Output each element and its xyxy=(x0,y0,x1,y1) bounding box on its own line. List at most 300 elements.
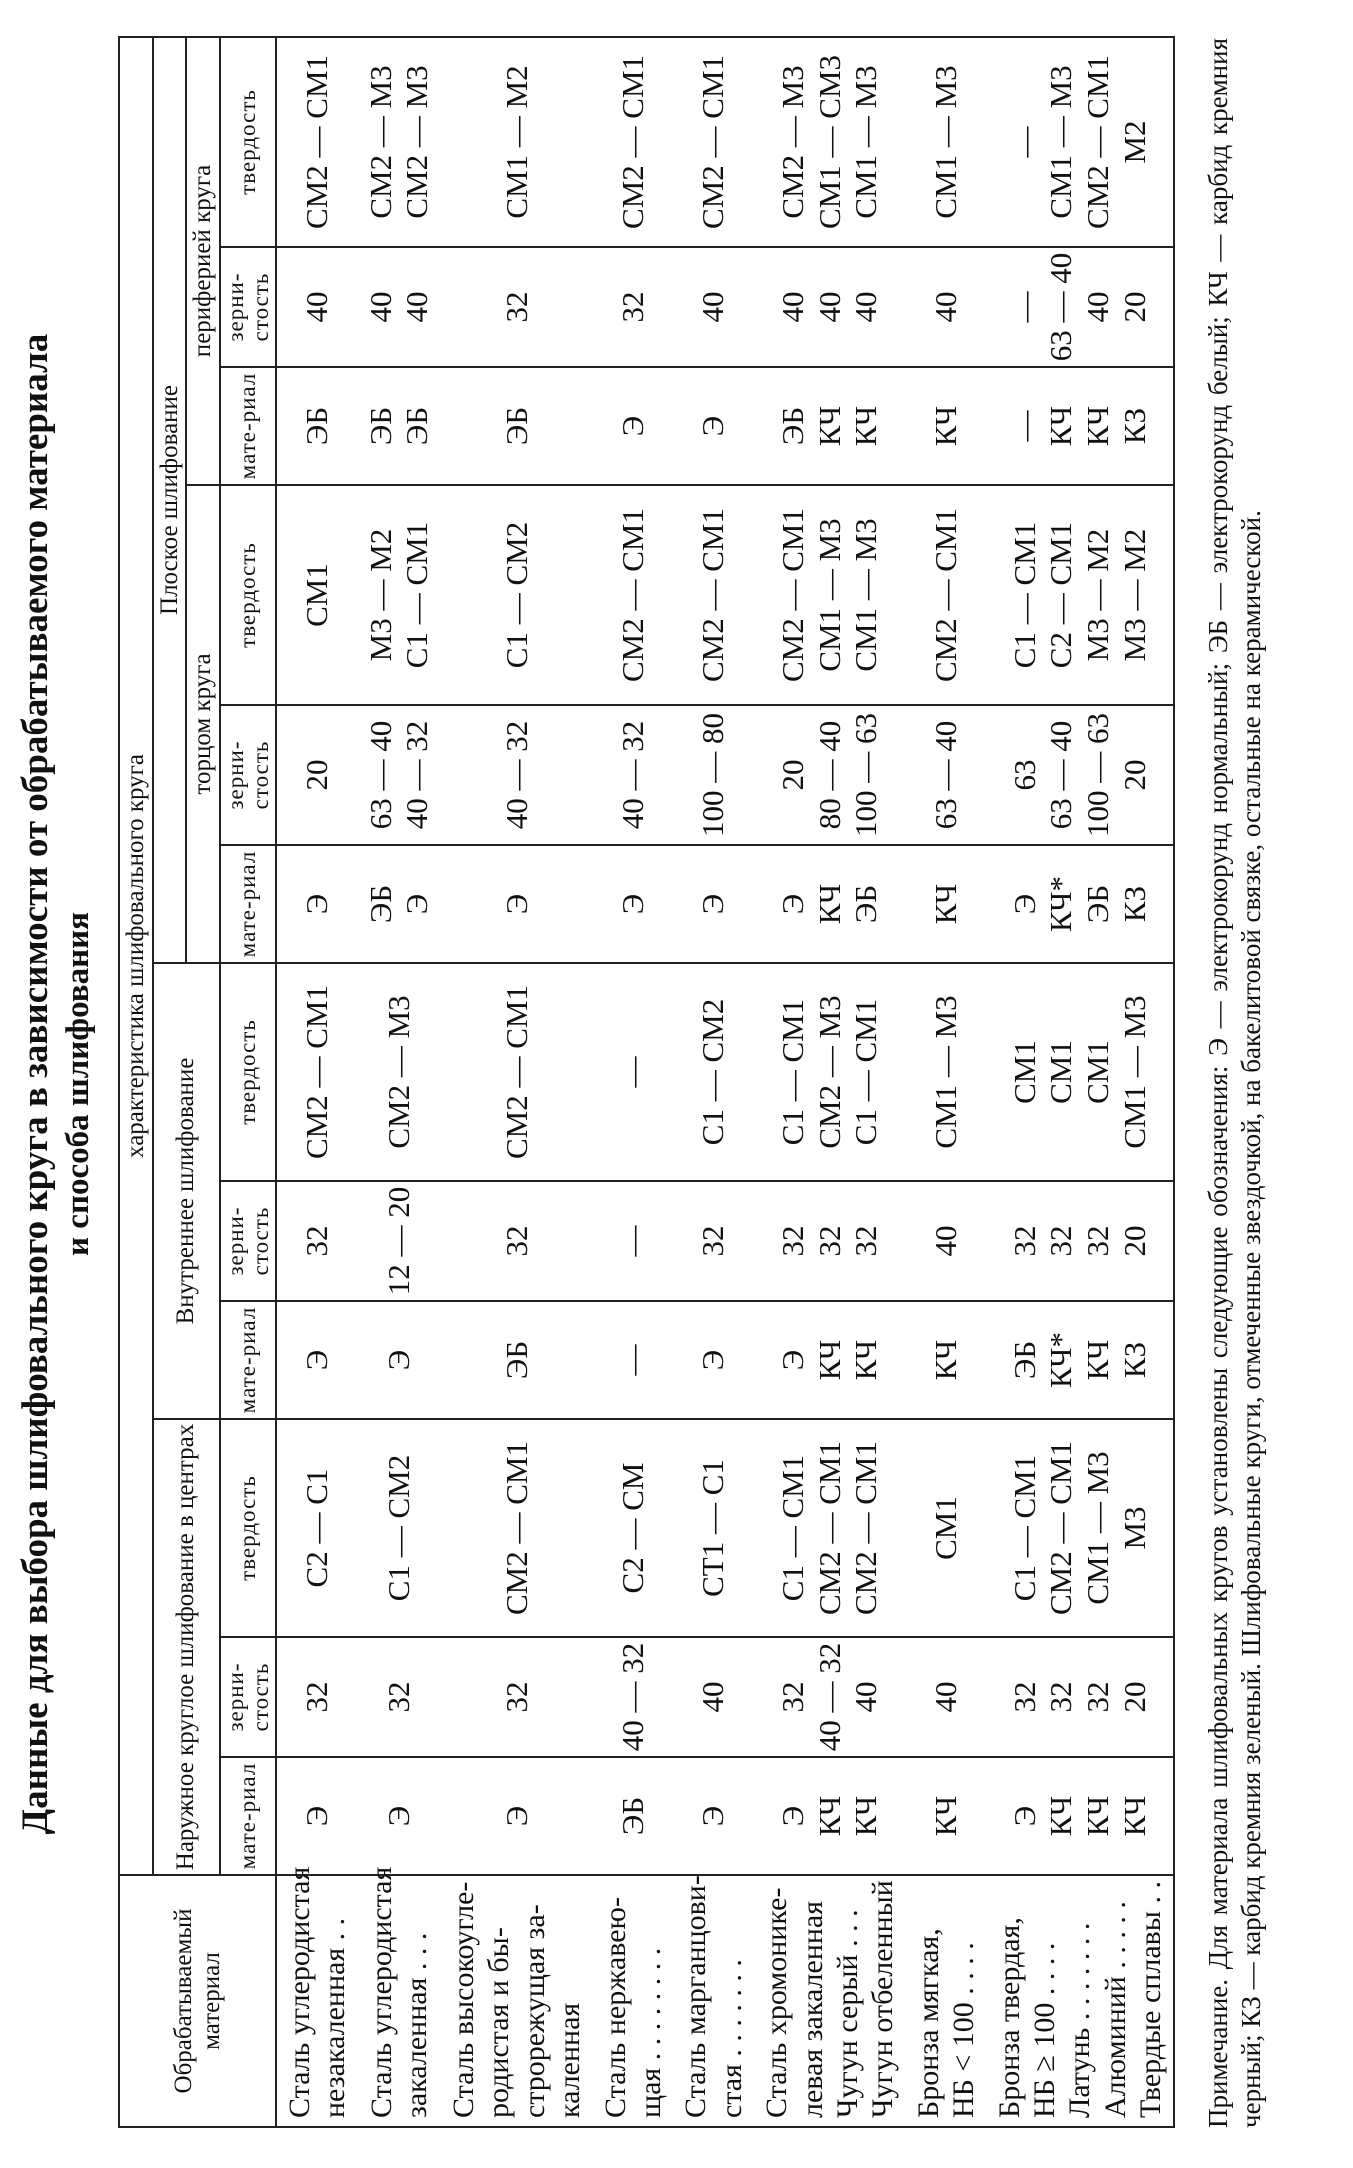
material-name-line: Сталь марганцови- xyxy=(679,1875,713,2118)
face-material-cell xyxy=(906,845,987,963)
cell-value: 40 xyxy=(927,1681,963,1713)
periphery-grit-cell xyxy=(987,247,1175,367)
cell-value: М3 — М2 xyxy=(1079,528,1115,662)
cell-value: КЧ xyxy=(1079,405,1115,447)
cell-value: Э xyxy=(1006,1805,1042,1827)
internal-material-cell xyxy=(987,1301,1175,1419)
external-material-cell xyxy=(987,1757,1175,1875)
cell-value: Э xyxy=(775,893,811,915)
external-hardness-cell xyxy=(276,1419,358,1637)
cell-value: — xyxy=(1006,410,1042,442)
cell-value: ЭБ xyxy=(1079,884,1115,924)
cell-value: 63 xyxy=(1006,759,1042,791)
cell-value: СМ2 — М3 xyxy=(399,65,435,219)
cell-value: КЧ xyxy=(927,883,963,925)
cell-value: КЧ xyxy=(927,405,963,447)
material-name-line: Латунь . . . . . . . xyxy=(1063,1922,1097,2118)
periphery-material-cell xyxy=(673,367,754,485)
table-row xyxy=(276,37,358,2127)
cell-value: 63 — 40 xyxy=(1043,720,1079,830)
cell-value: 63 — 40 xyxy=(1043,252,1079,362)
internal-hardness-cell xyxy=(754,963,906,1181)
external-hardness-cell xyxy=(906,1419,987,1637)
external-grit-cell xyxy=(593,1637,674,1757)
face-grit-cell xyxy=(987,705,1175,845)
cell-value: Э xyxy=(1006,893,1042,915)
face-material-cell xyxy=(593,845,674,963)
material-name-line: Чугун серый . . . xyxy=(830,1909,864,2118)
face-hardness-cell xyxy=(441,485,593,705)
cell-value: 32 xyxy=(1043,1225,1079,1257)
header-characteristic: характеристика шлифовального круга xyxy=(119,37,153,1875)
periphery-hardness-cell xyxy=(906,37,987,247)
periphery-grit-cell xyxy=(673,247,754,367)
subheader-material: мате-риал xyxy=(220,367,277,485)
subheader-material: мате-риал xyxy=(220,1301,277,1419)
face-hardness-cell xyxy=(593,485,674,705)
cell-value: — xyxy=(614,1056,650,1088)
cell-value: — xyxy=(1006,291,1042,323)
cell-value: СМ1 xyxy=(1006,1040,1042,1104)
cell-value: 40 xyxy=(695,1681,731,1713)
cell-value: 40 xyxy=(299,291,335,323)
face-grit-cell xyxy=(906,705,987,845)
cell-value: 32 xyxy=(381,1681,417,1713)
table-row xyxy=(358,37,441,2127)
material-name-line: Алюминий . . . . . xyxy=(1098,1901,1132,2118)
cell-value: 40 xyxy=(927,291,963,323)
material-name-line: Бронза мягкая, xyxy=(911,1928,945,2118)
internal-hardness-cell xyxy=(906,963,987,1181)
table-row xyxy=(754,37,906,2127)
cell-value: Э xyxy=(775,1805,811,1827)
internal-grit-cell xyxy=(358,1181,441,1301)
cell-value: КЧ xyxy=(811,1795,847,1837)
internal-material-cell xyxy=(358,1301,441,1419)
cell-value: ЭБ xyxy=(299,406,335,446)
cell-value: С1 — СМ2 xyxy=(498,521,534,669)
cell-value: С2 — СМ1 xyxy=(1043,521,1079,669)
material-name-line: Сталь углеродистая xyxy=(365,1866,399,2118)
material-name-line: закаленная . . . xyxy=(400,1932,434,2118)
cell-value: СМ2 — СМ1 xyxy=(848,1441,884,1615)
subheader-material: мате-риал xyxy=(220,1757,277,1875)
cell-value: М3 — М2 xyxy=(362,528,398,662)
cell-value: СТ1 — С1 xyxy=(695,1459,731,1597)
cell-value: С1 — СМ1 xyxy=(775,1454,811,1602)
material-name-line: незакаленная . . xyxy=(318,1917,352,2118)
internal-hardness-cell xyxy=(441,963,593,1181)
periphery-hardness-cell xyxy=(276,37,358,247)
header-external-grinding: Наружное круглое шлифование в центрах xyxy=(153,1419,220,1875)
cell-value: СМ1 — М3 xyxy=(1079,1451,1115,1605)
cell-value: Э xyxy=(695,893,731,915)
cell-value: СМ2 — СМ1 xyxy=(695,508,731,682)
external-hardness-cell xyxy=(593,1419,674,1637)
subheader-material: мате-риал xyxy=(220,845,277,963)
cell-value: Э xyxy=(299,1349,335,1371)
cell-value: Э xyxy=(381,1349,417,1371)
cell-value: КЧ xyxy=(1043,1795,1079,1837)
material-name-line: Сталь нержавею- xyxy=(598,1897,632,2118)
cell-value: КЧ xyxy=(927,1339,963,1381)
face-material-cell xyxy=(441,845,593,963)
table-title: Данные для выбора шлифовального круга в зависимости от обрабатываемого материала xyxy=(15,333,56,1835)
cell-value: КЧ* xyxy=(1043,1332,1079,1388)
subheader-grit: зерни-стость xyxy=(220,1637,277,1757)
external-grit-cell xyxy=(754,1637,906,1757)
periphery-material-cell xyxy=(441,367,593,485)
face-hardness-cell xyxy=(906,485,987,705)
external-grit-cell xyxy=(358,1637,441,1757)
cell-value: КЧ xyxy=(848,405,884,447)
cell-value: М3 — М2 xyxy=(1116,528,1152,662)
external-hardness-cell xyxy=(987,1419,1175,1637)
periphery-grit-cell xyxy=(358,247,441,367)
cell-value: КЧ xyxy=(1116,1795,1152,1837)
cell-value: КЧ xyxy=(811,1339,847,1381)
material-name xyxy=(754,1875,906,2127)
periphery-grit-cell xyxy=(441,247,593,367)
cell-value: КЧ* xyxy=(1043,876,1079,932)
periphery-material-cell xyxy=(358,367,441,485)
cell-value: СМ2 — СМ1 xyxy=(775,508,811,682)
internal-material-cell xyxy=(276,1301,358,1419)
cell-value: 40 xyxy=(1079,291,1115,323)
internal-grit-cell xyxy=(441,1181,593,1301)
cell-value: СМ1 xyxy=(1079,1040,1115,1104)
internal-grit-cell xyxy=(987,1181,1175,1301)
periphery-hardness-cell xyxy=(987,37,1175,247)
internal-grit-cell xyxy=(593,1181,674,1301)
cell-value: КЧ xyxy=(848,1339,884,1381)
cell-value: КЗ xyxy=(1116,407,1152,445)
grinding-wheel-table xyxy=(118,36,1175,2128)
cell-value: Э xyxy=(498,1805,534,1827)
cell-value: 20 xyxy=(1116,1681,1152,1713)
external-hardness-cell xyxy=(673,1419,754,1637)
cell-value: СМ1 xyxy=(1043,1040,1079,1104)
cell-value: СМ2 — СМ1 xyxy=(614,508,650,682)
periphery-hardness-cell xyxy=(441,37,593,247)
external-grit-cell xyxy=(987,1637,1175,1757)
cell-value: 100 — 80 xyxy=(695,713,731,837)
cell-value: С1 — СМ1 xyxy=(399,521,435,669)
cell-value: 32 xyxy=(695,1225,731,1257)
periphery-grit-cell xyxy=(906,247,987,367)
material-name xyxy=(593,1875,674,2127)
cell-value: С1 — СМ1 xyxy=(848,998,884,1146)
material-name xyxy=(673,1875,754,2127)
cell-value: КЧ xyxy=(848,1795,884,1837)
external-hardness-cell xyxy=(754,1419,906,1637)
cell-value: 40 xyxy=(811,291,847,323)
cell-value: Э xyxy=(695,415,731,437)
cell-value: СМ2 — СМ1 xyxy=(299,985,335,1159)
cell-value: СМ1 — М3 xyxy=(848,65,884,219)
face-hardness-cell xyxy=(987,485,1175,705)
cell-value: 40 — 32 xyxy=(498,720,534,830)
material-name-line: НБ < 100 . . . . xyxy=(947,1942,981,2118)
cell-value: 40 — 32 xyxy=(614,1642,650,1752)
material-name xyxy=(906,1875,987,2127)
face-hardness-cell xyxy=(673,485,754,705)
material-name-line: стая . . . . . . . xyxy=(714,1959,748,2118)
material-name-line: Сталь хромонике- xyxy=(760,1887,794,2118)
face-material-cell xyxy=(673,845,754,963)
external-grit-cell xyxy=(276,1637,358,1757)
face-hardness-cell xyxy=(754,485,906,705)
internal-hardness-cell xyxy=(987,963,1175,1181)
table-row xyxy=(906,37,987,2127)
periphery-material-cell xyxy=(276,367,358,485)
cell-value: С2 — СМ xyxy=(614,1462,650,1594)
material-name xyxy=(441,1875,593,2127)
cell-value: 32 xyxy=(775,1681,811,1713)
cell-value: С1 — СМ2 xyxy=(381,1454,417,1602)
cell-value: С1 — СМ1 xyxy=(1006,521,1042,669)
external-material-cell xyxy=(906,1757,987,1875)
footnote: Примечание. Для материала шлифовальных кругов установлены следующие обозначения: Э — электрокорунд нормальный; ЭБ — электрокорунд белый; КЧ — карбид кремния черный; КЗ — карбид кремния зеленый. Шлифовальные круги, отмеченные звездочкой, на бакелитовой связке, остальные на керамической. xyxy=(1203,38,1266,2128)
material-name-line: НБ ≥ 100 . . . . xyxy=(1027,1942,1061,2118)
internal-material-cell xyxy=(754,1301,906,1419)
cell-value: КЧ xyxy=(1079,1339,1115,1381)
external-grit-cell xyxy=(673,1637,754,1757)
cell-value: СМ1 xyxy=(299,563,335,627)
cell-value: СМ2 — М3 xyxy=(811,995,847,1149)
cell-value: М2 xyxy=(1116,120,1152,164)
cell-value: СМ2 — СМ1 xyxy=(1079,54,1115,229)
table-row xyxy=(593,37,674,2127)
subheader-hardness: твердость xyxy=(220,963,277,1181)
cell-value: С1 — СМ1 xyxy=(775,998,811,1146)
cell-value: 40 — 32 xyxy=(614,720,650,830)
periphery-grit-cell xyxy=(276,247,358,367)
material-name-line: Твердые сплавы . . xyxy=(1134,1881,1168,2118)
cell-value: Э xyxy=(614,893,650,915)
cell-value: 20 xyxy=(1116,759,1152,791)
material-name-line: каленная xyxy=(553,2002,587,2118)
cell-value: 40 xyxy=(848,1681,884,1713)
external-material-cell xyxy=(276,1757,358,1875)
face-grit-cell xyxy=(593,705,674,845)
cell-value: 63 — 40 xyxy=(362,720,398,830)
cell-value: 32 xyxy=(299,1225,335,1257)
cell-value: С2 — С1 xyxy=(299,1468,335,1588)
cell-value: Э xyxy=(299,893,335,915)
header-surface-grinding: Плоское шлифование xyxy=(153,37,187,963)
cell-value: СМ1 — М3 xyxy=(811,518,847,672)
cell-value: 40 xyxy=(927,1225,963,1257)
cell-value: ЭБ xyxy=(498,1340,534,1380)
header-face-of-wheel: торцом круга xyxy=(186,485,220,963)
cell-value: ЭБ xyxy=(1006,1340,1042,1380)
cell-value: 40 xyxy=(362,291,398,323)
periphery-hardness-cell xyxy=(358,37,441,247)
cell-value: Э xyxy=(695,1349,731,1371)
cell-value: ЭБ xyxy=(848,884,884,924)
cell-value: 32 xyxy=(811,1225,847,1257)
material-name-line: Сталь углеродистая xyxy=(283,1866,317,2118)
cell-value: 20 xyxy=(1116,1225,1152,1257)
cell-value: 20 xyxy=(1116,291,1152,323)
external-material-cell xyxy=(593,1757,674,1875)
table-subtitle: и способа шлифования xyxy=(60,912,96,1256)
internal-material-cell xyxy=(593,1301,674,1419)
cell-value: СМ1 — М3 xyxy=(848,518,884,672)
cell-value: КЗ xyxy=(1116,885,1152,923)
periphery-grit-cell xyxy=(593,247,674,367)
cell-value: СМ2 — СМ1 xyxy=(1043,1441,1079,1615)
cell-value: СМ2 — СМ1 xyxy=(498,985,534,1159)
table-row xyxy=(441,37,593,2127)
cell-value: СМ2 — М3 xyxy=(381,995,417,1149)
cell-value: 12 — 20 xyxy=(381,1186,417,1296)
subheader-hardness: твердость xyxy=(220,37,277,247)
cell-value: СМ1 — М3 xyxy=(927,65,963,219)
cell-value: ЭБ xyxy=(775,406,811,446)
internal-hardness-cell xyxy=(358,963,441,1181)
face-grit-cell xyxy=(358,705,441,845)
cell-value: СМ1 — СМ3 xyxy=(811,54,847,229)
external-grit-cell xyxy=(906,1637,987,1757)
periphery-hardness-cell xyxy=(593,37,674,247)
face-grit-cell xyxy=(441,705,593,845)
subheader-hardness: твердость xyxy=(220,485,277,705)
internal-material-cell xyxy=(673,1301,754,1419)
external-grit-cell xyxy=(441,1637,593,1757)
cell-value: 32 xyxy=(1043,1681,1079,1713)
cell-value: Э xyxy=(695,1805,731,1827)
cell-value: 40 xyxy=(848,291,884,323)
material-name-line: Чугун отбеленный xyxy=(866,1880,900,2118)
cell-value: 32 xyxy=(498,1681,534,1713)
cell-value: СМ1 xyxy=(927,1496,963,1560)
header-periphery-of-wheel: периферией круга xyxy=(186,37,220,485)
periphery-hardness-cell xyxy=(754,37,906,247)
table-row xyxy=(673,37,754,2127)
cell-value: СМ1 — М3 xyxy=(1116,995,1152,1149)
subheader-grit: зерни-стость xyxy=(220,1181,277,1301)
cell-value: — xyxy=(614,1225,650,1257)
material-name-line: Сталь высокоугле- xyxy=(447,1881,481,2118)
material-name-line: родистая и бы- xyxy=(482,1927,516,2118)
internal-hardness-cell xyxy=(276,963,358,1181)
cell-value: 100 — 63 xyxy=(848,713,884,837)
internal-grit-cell xyxy=(754,1181,906,1301)
subheader-hardness: твердость xyxy=(220,1419,277,1637)
internal-grit-cell xyxy=(906,1181,987,1301)
periphery-grit-cell xyxy=(754,247,906,367)
cell-value: СМ1 — М3 xyxy=(927,995,963,1149)
cell-value: 80 — 40 xyxy=(811,720,847,830)
cell-value: КЧ xyxy=(811,883,847,925)
cell-value: 40 — 32 xyxy=(811,1642,847,1752)
cell-value: 100 — 63 xyxy=(1079,713,1115,837)
cell-value: 40 xyxy=(695,291,731,323)
cell-value: 32 xyxy=(1079,1225,1115,1257)
cell-value: Э xyxy=(614,415,650,437)
material-name xyxy=(987,1875,1175,2127)
cell-value: КЧ xyxy=(927,1795,963,1837)
cell-value: 20 xyxy=(775,759,811,791)
header-material: Обрабатываемый материал xyxy=(119,1875,276,2127)
cell-value: ЭБ xyxy=(614,1796,650,1836)
subheader-grit: зерни-стость xyxy=(220,705,277,845)
material-name-line: строрежущая за- xyxy=(517,1904,551,2118)
material-name-line: щая . . . . . . . . xyxy=(633,1947,667,2118)
internal-hardness-cell xyxy=(673,963,754,1181)
face-material-cell xyxy=(754,845,906,963)
cell-value: 63 — 40 xyxy=(927,720,963,830)
cell-value: Э xyxy=(498,893,534,915)
face-material-cell xyxy=(987,845,1175,963)
cell-value: СМ2 — СМ1 xyxy=(927,508,963,682)
cell-value: 32 xyxy=(299,1681,335,1713)
external-material-cell xyxy=(754,1757,906,1875)
cell-value: 32 xyxy=(1079,1681,1115,1713)
cell-value: ЭБ xyxy=(362,406,398,446)
cell-value: Э xyxy=(299,1805,335,1827)
face-material-cell xyxy=(276,845,358,963)
material-name xyxy=(276,1866,358,2127)
internal-material-cell xyxy=(441,1301,593,1419)
cell-value: 32 xyxy=(1006,1681,1042,1713)
cell-value: 40 xyxy=(399,291,435,323)
internal-hardness-cell xyxy=(593,963,674,1181)
periphery-material-cell xyxy=(754,367,906,485)
cell-value: 20 xyxy=(299,759,335,791)
external-hardness-cell xyxy=(441,1419,593,1637)
face-hardness-cell xyxy=(358,485,441,705)
periphery-material-cell xyxy=(906,367,987,485)
internal-grit-cell xyxy=(276,1181,358,1301)
cell-value: С1 — СМ1 xyxy=(1006,1454,1042,1602)
cell-value: КЧ xyxy=(1043,405,1079,447)
cell-value: М3 xyxy=(1116,1506,1152,1550)
subheader-grit: зерни-стость xyxy=(220,247,277,367)
cell-value: С1 — СМ2 xyxy=(695,998,731,1146)
cell-value: Э xyxy=(399,893,435,915)
face-material-cell xyxy=(358,845,441,963)
cell-value: КЗ xyxy=(1116,1341,1152,1379)
cell-value: — xyxy=(614,1344,650,1376)
external-material-cell xyxy=(358,1757,441,1875)
cell-value: Э xyxy=(775,1349,811,1371)
cell-value: 32 xyxy=(614,291,650,323)
face-grit-cell xyxy=(276,705,358,845)
cell-value: СМ1 — М2 xyxy=(498,65,534,219)
cell-value: СМ1 — М3 xyxy=(1043,65,1079,219)
cell-value: СМ2 — СМ1 xyxy=(811,1441,847,1615)
cell-value: 40 xyxy=(775,291,811,323)
cell-value: 32 xyxy=(848,1225,884,1257)
table-row xyxy=(987,37,1175,2127)
internal-grit-cell xyxy=(673,1181,754,1301)
face-grit-cell xyxy=(754,705,906,845)
external-hardness-cell xyxy=(358,1419,441,1637)
material-name-line: левая закаленная xyxy=(795,1900,829,2118)
cell-value: СМ2 — СМ1 xyxy=(614,54,650,229)
cell-value: — xyxy=(1006,126,1042,158)
header-internal-grinding: Внутреннее шлифование xyxy=(153,963,220,1419)
cell-value: СМ2 — М3 xyxy=(775,65,811,219)
cell-value: 32 xyxy=(498,1225,534,1257)
face-grit-cell xyxy=(673,705,754,845)
cell-value: КЧ xyxy=(1079,1795,1115,1837)
cell-value: ЭБ xyxy=(498,406,534,446)
external-material-cell xyxy=(441,1757,593,1875)
